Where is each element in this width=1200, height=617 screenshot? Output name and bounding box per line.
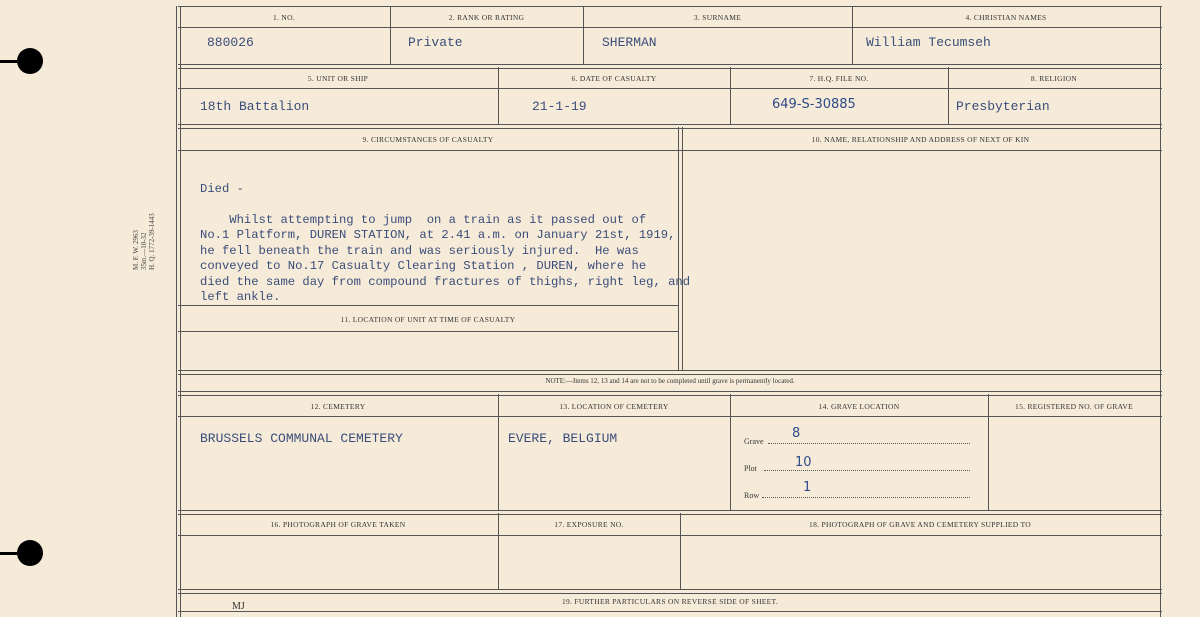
label-cemetery: 12. CEMETERY: [310, 402, 366, 411]
divider: [178, 589, 1162, 594]
note: NOTE:—Items 12, 13 and 14 are not to be completed until grave is permanently located.: [545, 377, 795, 385]
form-code-line: 35m.—10-32: [140, 232, 148, 270]
label-surname: 3. SURNAME: [693, 13, 742, 22]
cemetery: BRUSSELS COMMUNAL CEMETERY: [200, 431, 403, 446]
label-photograph-taken: 16. PHOTOGRAPH OF GRAVE TAKEN: [270, 520, 406, 529]
form-code-line: H. Q. 1772-39-1443: [148, 213, 156, 270]
rank: Private: [408, 35, 463, 50]
christian-names: William Tecumseh: [866, 35, 991, 50]
divider: [178, 331, 678, 332]
divider: [178, 370, 1162, 375]
label-further-particulars: 19. FURTHER PARTICULARS ON REVERSE SIDE OF SHEET.: [561, 597, 779, 606]
label-no: 1. NO.: [272, 13, 295, 22]
date-of-casualty: 21-1-19: [532, 99, 587, 114]
label-grave-location: 14. GRAVE LOCATION: [818, 402, 900, 411]
divider: [178, 6, 1162, 7]
label-date: 6. DATE OF CASUALTY: [571, 74, 657, 83]
punch-hole-line: [0, 552, 20, 555]
service-number: 880026: [207, 35, 254, 50]
label-cemetery-location: 13. LOCATION OF CEMETERY: [559, 402, 669, 411]
divider: [178, 535, 1162, 536]
plot-label: Plot: [744, 464, 757, 473]
grave-label: Grave: [744, 437, 764, 446]
divider: [178, 391, 1162, 396]
label-file-no: 7. H.Q. FILE NO.: [809, 74, 869, 83]
punch-hole-line: [0, 60, 20, 63]
divider: [178, 64, 1162, 69]
circumstances-text: Died - Whilst attempting to jump on a train as it passed out of No.1 Platform, DUREN STATION, at 2.41 a.m. on January 21st, 1919, he fell beneath the train and was seriously injured. He was conveyed to No.17 Casualty Clearing Station , DUREN, where he died the same day from compound fractures of thighs, right leg, and left ankle.: [200, 181, 691, 304]
row-label: Row: [744, 491, 760, 500]
label-next-of-kin: 10. NAME, RELATIONSHIP AND ADDRESS OF NEXT OF KIN: [811, 135, 1030, 144]
divider: [178, 27, 1162, 28]
label-religion: 8. RELIGION: [1030, 74, 1078, 83]
divider: [178, 611, 1162, 612]
unit: 18th Battalion: [200, 99, 310, 114]
clerk-initials: MJ: [232, 601, 245, 612]
punch-hole: [17, 540, 43, 566]
divider: [178, 510, 1162, 515]
surname: SHERMAN: [602, 35, 657, 50]
divider: [178, 88, 1162, 89]
divider: [178, 150, 1162, 151]
cemetery-location: EVERE, BELGIUM: [508, 431, 618, 446]
label-christian-names: 4. CHRISTIAN NAMES: [965, 13, 1047, 22]
grave-number: 8: [792, 426, 801, 441]
right-border: [1160, 6, 1161, 617]
divider: [178, 416, 1162, 417]
label-circumstances: 9. CIRCUMSTANCES OF CASUALTY: [362, 135, 494, 144]
punch-hole: [17, 48, 43, 74]
form-code: [132, 213, 156, 270]
divider: [178, 124, 1162, 129]
religion: Presbyterian: [956, 99, 1050, 114]
form-code-line: M. F. W. 2963: [132, 230, 140, 270]
label-exposure-no: 17. EXPOSURE NO.: [554, 520, 624, 529]
label-photograph-supplied: 18. PHOTOGRAPH OF GRAVE AND CEMETERY SUPPLIED TO: [809, 520, 1031, 529]
row-number: 1: [803, 480, 812, 495]
label-unit: 5. UNIT OR SHIP: [307, 74, 369, 83]
label-rank: 2. RANK OR RATING: [448, 13, 525, 22]
plot-number: 10: [795, 455, 812, 470]
hq-file-number: 649-S-30885: [772, 97, 856, 112]
label-location-of-unit: 11. LOCATION OF UNIT AT TIME OF CASUALTY: [340, 315, 516, 324]
label-registered-no: 15. REGISTERED NO. OF GRAVE: [1015, 402, 1133, 411]
